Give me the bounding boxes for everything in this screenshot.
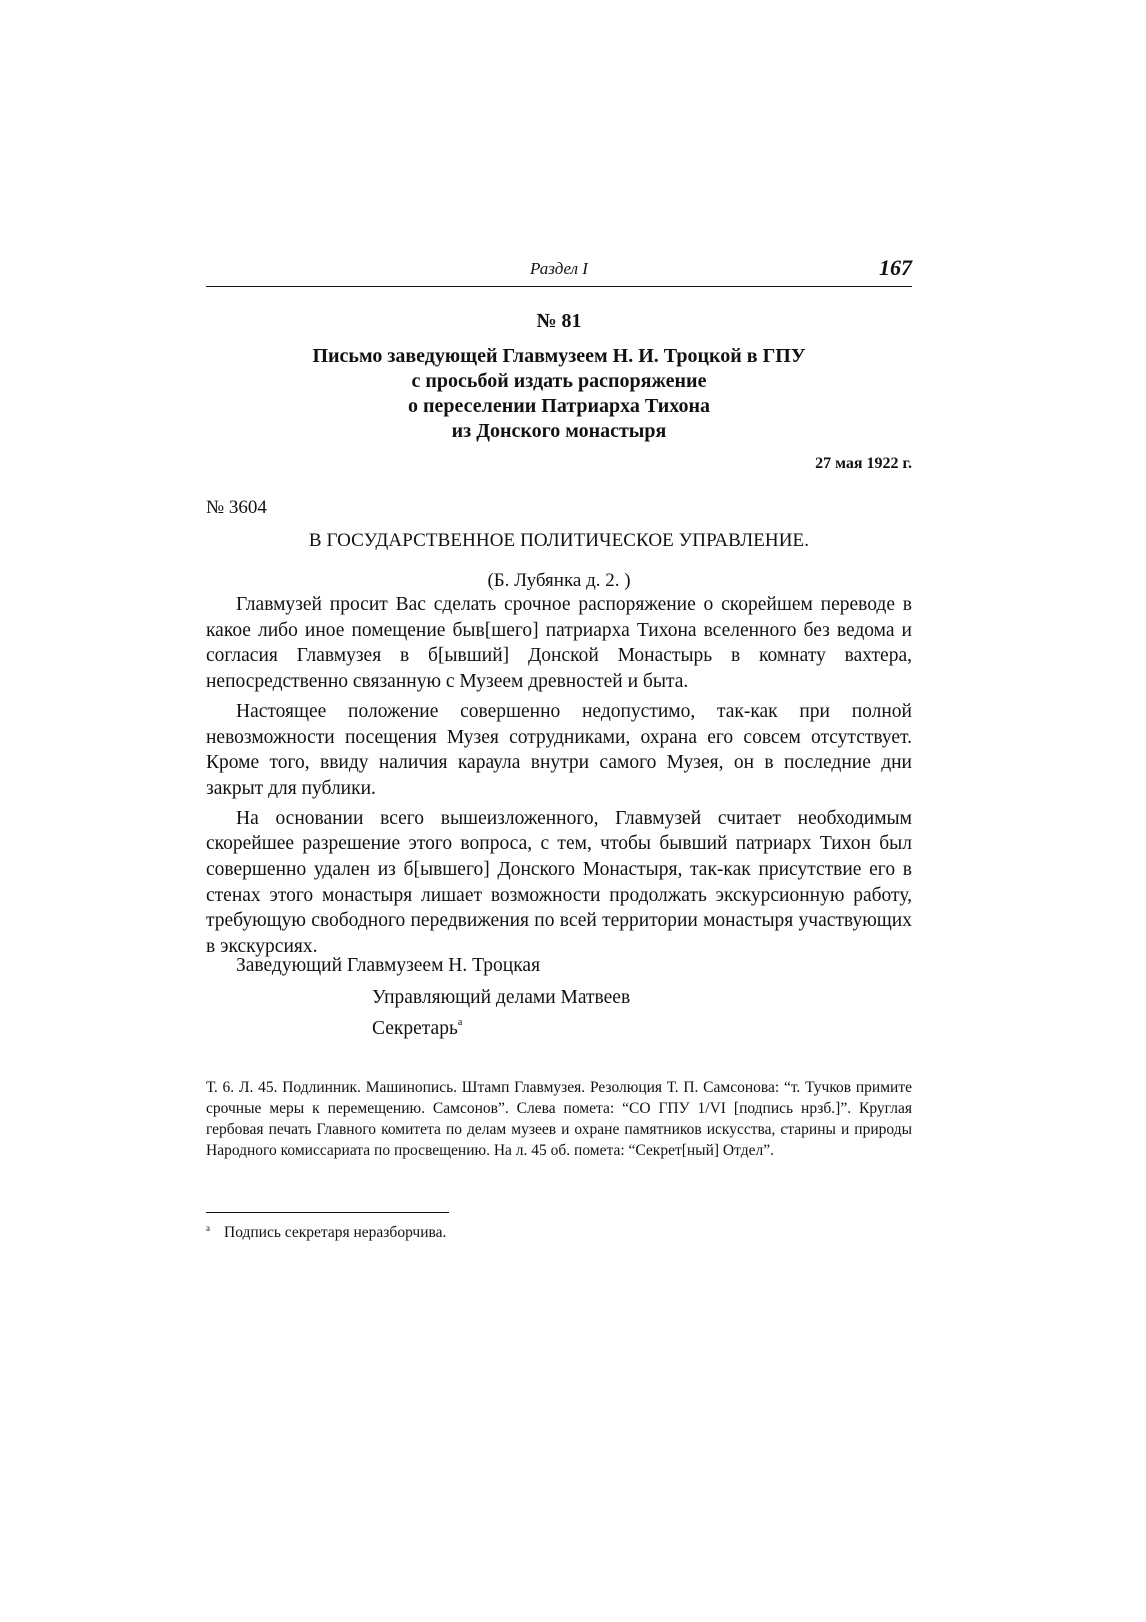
document-number: № 81 xyxy=(536,310,582,332)
running-header xyxy=(206,255,912,285)
archival-note: Т. 6. Л. 45. Подлинник. Машинопись. Штамп Главмузея. Резолюция Т. П. Самсонова: “т. Тучков примите срочные меры к перемещению. Самсонов”. Слева помета: “СО ГПУ 1/VI [подпись нрзб.]”. Круглая гербовая печать Главного комитета по делам музеев и охране памятников искусства, старины и природы Народного комиссариата по просвещению. На л. 45 об. помета: “Секрет[ный] Отдел”. xyxy=(206,1079,912,1159)
footnote-mark: а xyxy=(206,1223,210,1233)
signature-head: Заведующий Главмузеем Н. Троцкая xyxy=(236,955,541,976)
letter-paragraph: Настоящее положение совершенно недопустимо, так-как при полной невозможности посещения Музея сотрудниками, охрана его совсем отсутствует. Кроме того, ввиду наличия караула внутри самого Музея, он в последние дни закрыт для публики. xyxy=(206,700,912,799)
footnote-text: Подпись секретаря неразборчива. xyxy=(224,1224,447,1241)
document-title-line: с просьбой издать распоряжение xyxy=(411,370,707,392)
header-divider xyxy=(206,286,912,287)
section-title: Раздел I xyxy=(530,259,588,278)
letter-body xyxy=(206,592,912,964)
document-title-line: Письмо заведующей Главмузеем Н. И. Троцкой в ГПУ xyxy=(312,345,806,367)
document-date: 27 мая 1922 г. xyxy=(815,455,912,472)
footnote xyxy=(206,1223,446,1242)
letter-paragraph: Главмузей просит Вас сделать срочное распоряжение о скорейшем переводе в какое либо иное помещение быв[шего] патриарха Тихона вселенного без ведома и согласия Главмузея в б[ывший] Донской Монастырь в комнату вахтера, непосредственно связанную с Музеем древностей и быта. xyxy=(206,594,912,693)
document-title-line: из Донского монастыря xyxy=(451,420,667,442)
signature-secretary-label: Секретарь xyxy=(372,1018,458,1039)
footnote-reference: а xyxy=(457,1017,463,1028)
signature-manager: Управляющий делами Матвеев xyxy=(372,987,631,1008)
document-title xyxy=(206,344,912,444)
letter-paragraph: На основании всего вышеизложенного, Главмузей считает необходимым скорейшее разрешение этого вопроса, с тем, чтобы бывший патриарх Тихон был совершенно удален из б[ывшего] Донского Монастыря, так-как присутствие его в стенах этого монастыря лишает возможности продолжать экскурсионную работу, требующую свободного передвижения по всей территории монастыря участвующих в экскурсиях. xyxy=(206,807,912,958)
addressee: В ГОСУДАРСТВЕННОЕ ПОЛИТИЧЕСКОЕ УПРАВЛЕНИЕ. xyxy=(308,530,810,551)
document-title-line: о переселении Патриарха Тихона xyxy=(407,395,711,417)
footnote-divider xyxy=(206,1212,449,1213)
page-number: 167 xyxy=(879,255,912,280)
addressee-address: (Б. Лубянка д. 2. ) xyxy=(487,570,631,591)
outgoing-number: № 3604 xyxy=(206,497,267,518)
signature-secretary xyxy=(372,1017,462,1040)
